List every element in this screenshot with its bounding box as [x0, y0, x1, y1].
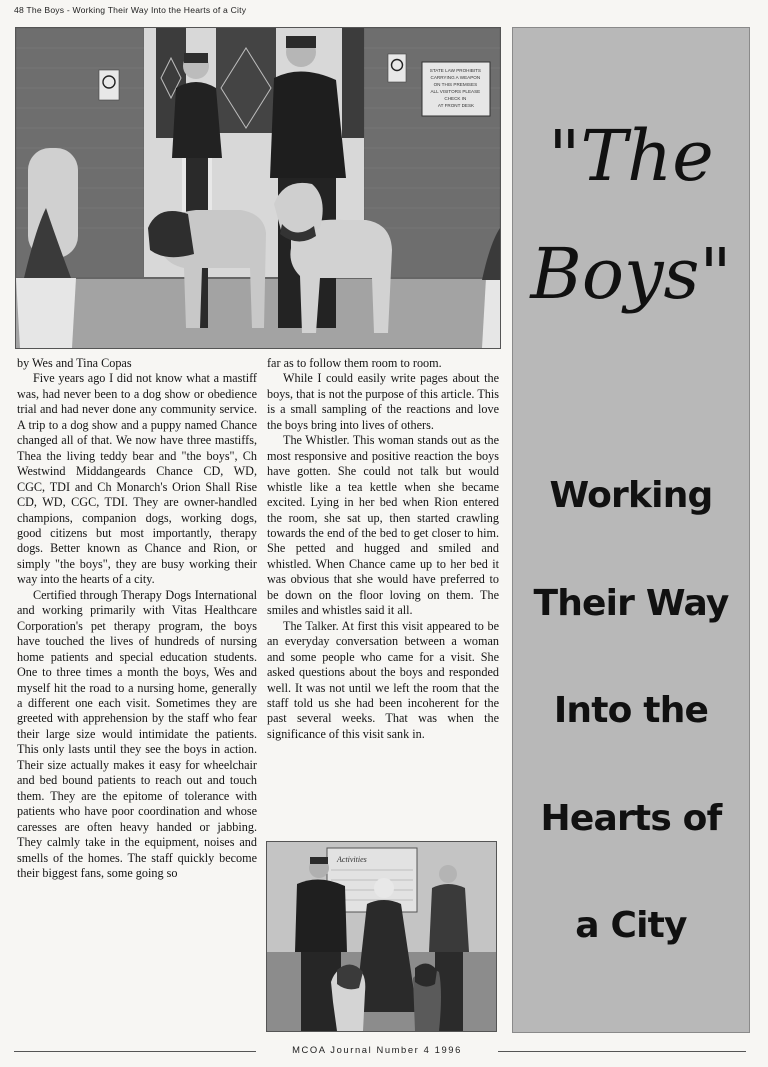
- subtitle: [513, 463, 749, 1001]
- article-paragraph: While I could easily write pages about the boys, that is not the purpose of this article. This is a small sampling of the reactions and love the boys bring into lives of others.: [267, 371, 499, 432]
- subtitle-line: Hearts of: [540, 797, 722, 839]
- footer-rule-right: [498, 1051, 746, 1052]
- script-title: [513, 98, 749, 358]
- sign-line-4: ALL VISITORS PLEASE: [430, 89, 481, 94]
- script-title-line-1: "The: [548, 115, 714, 197]
- title-sidebar: [512, 27, 750, 1033]
- article-paragraph: The Talker. At first this visit appeared to be an everyday conversation between a woman and some people who came for a visit. She asked questions about the boys and responded well. It was not until we left the room that the staff told us she had been incoherent for the past several weeks. That was when the significance of this visit sank in.: [267, 618, 499, 741]
- article-column-right: [267, 356, 499, 742]
- subtitle-line: a City: [575, 905, 687, 946]
- sign-line-6: AT FRONT DESK: [437, 103, 475, 108]
- running-head: 48 The Boys - Working Their Way Into the Hearts of a City: [14, 5, 247, 15]
- subtitle-line: Working: [549, 475, 713, 516]
- sign-line-2: CARRYING A WEAPON: [430, 75, 481, 80]
- byline: by Wes and Tina Copas: [17, 356, 132, 370]
- script-title-line-2: Boys": [530, 233, 732, 315]
- article-column-left: [17, 356, 257, 881]
- article-paragraph: The Whistler. This woman stands out as the most responsive and positive reaction the boys have gotten. She could not talk but would whistle like a tea kettle when she became excited. Lying in her bed when Rion entered the room, she sat up, then started crawling towards the end of the bed to get closer to him. She petted and hugged and smiled and whistled. When Chance came up to her bed it was obvious that she would have preferred to be down on the floor loving on them. The smiles and whistles said it all.: [267, 433, 499, 618]
- photo-owners-with-mastiffs: [15, 27, 501, 349]
- subtitle-line: Their Way: [533, 582, 729, 624]
- article-paragraph: Five years ago I did not know what a mastiff was, had never been to a dog show or obedience trial and had never done any community service. A trip to a dog show and a puppy named Chance changed all of that. We now have three mastiffs, Thea the living teddy bear and "the boys", Ch Westwind Middangeards Chance CD, WD, CGC, TDI and Ch Monarch's Orion Shall Rise CD, WD, CGC, TDI. They are owner-handled champions, companion dogs, working dogs, good citizens but most importantly, therapy dogs. Better known as Chance and Rion, or simply "the boys", they are busy working their way into the hearts of a city.: [17, 371, 257, 587]
- article-paragraph: Certified through Therapy Dogs International and working primarily with Vitas Healthcare Corporation's pet therapy program, the boys have touched the lives of hundreds of nursing home patients and special education students. One to three times a month the boys, Wes and myself hit the road to a nursing home, generally a different one each visit. Sometimes they are greeted with apprehension by the staff who fear their large size would intimidate the patients. This only lasts until they see the boys in action. Their size actually makes it easy for wheelchair and bed bound patients to reach out and touch them. They are the epitome of tolerance with patients who have poor coordination and whose caresses are often heavy handed or jabbing. They calmly take in the equipment, noises and smells of the homes. The staff quickly become their biggest fans, some going so: [17, 587, 257, 880]
- sign-line-5: CHECK IN: [444, 96, 467, 101]
- sign-line-3: ON THIS PREMISES: [433, 82, 478, 87]
- sign-line-1: STATE LAW PROHIBITS: [429, 68, 481, 73]
- footer-rule-left: [14, 1051, 256, 1052]
- subtitle-line: Into the: [553, 690, 709, 731]
- footer-journal-issue: MCOA Journal Number 4 1996: [292, 1044, 462, 1055]
- article-paragraph: far as to follow them room to room.: [267, 356, 442, 370]
- photo-visit-with-resident: [266, 841, 497, 1032]
- activities-board-text: Activities: [337, 855, 367, 864]
